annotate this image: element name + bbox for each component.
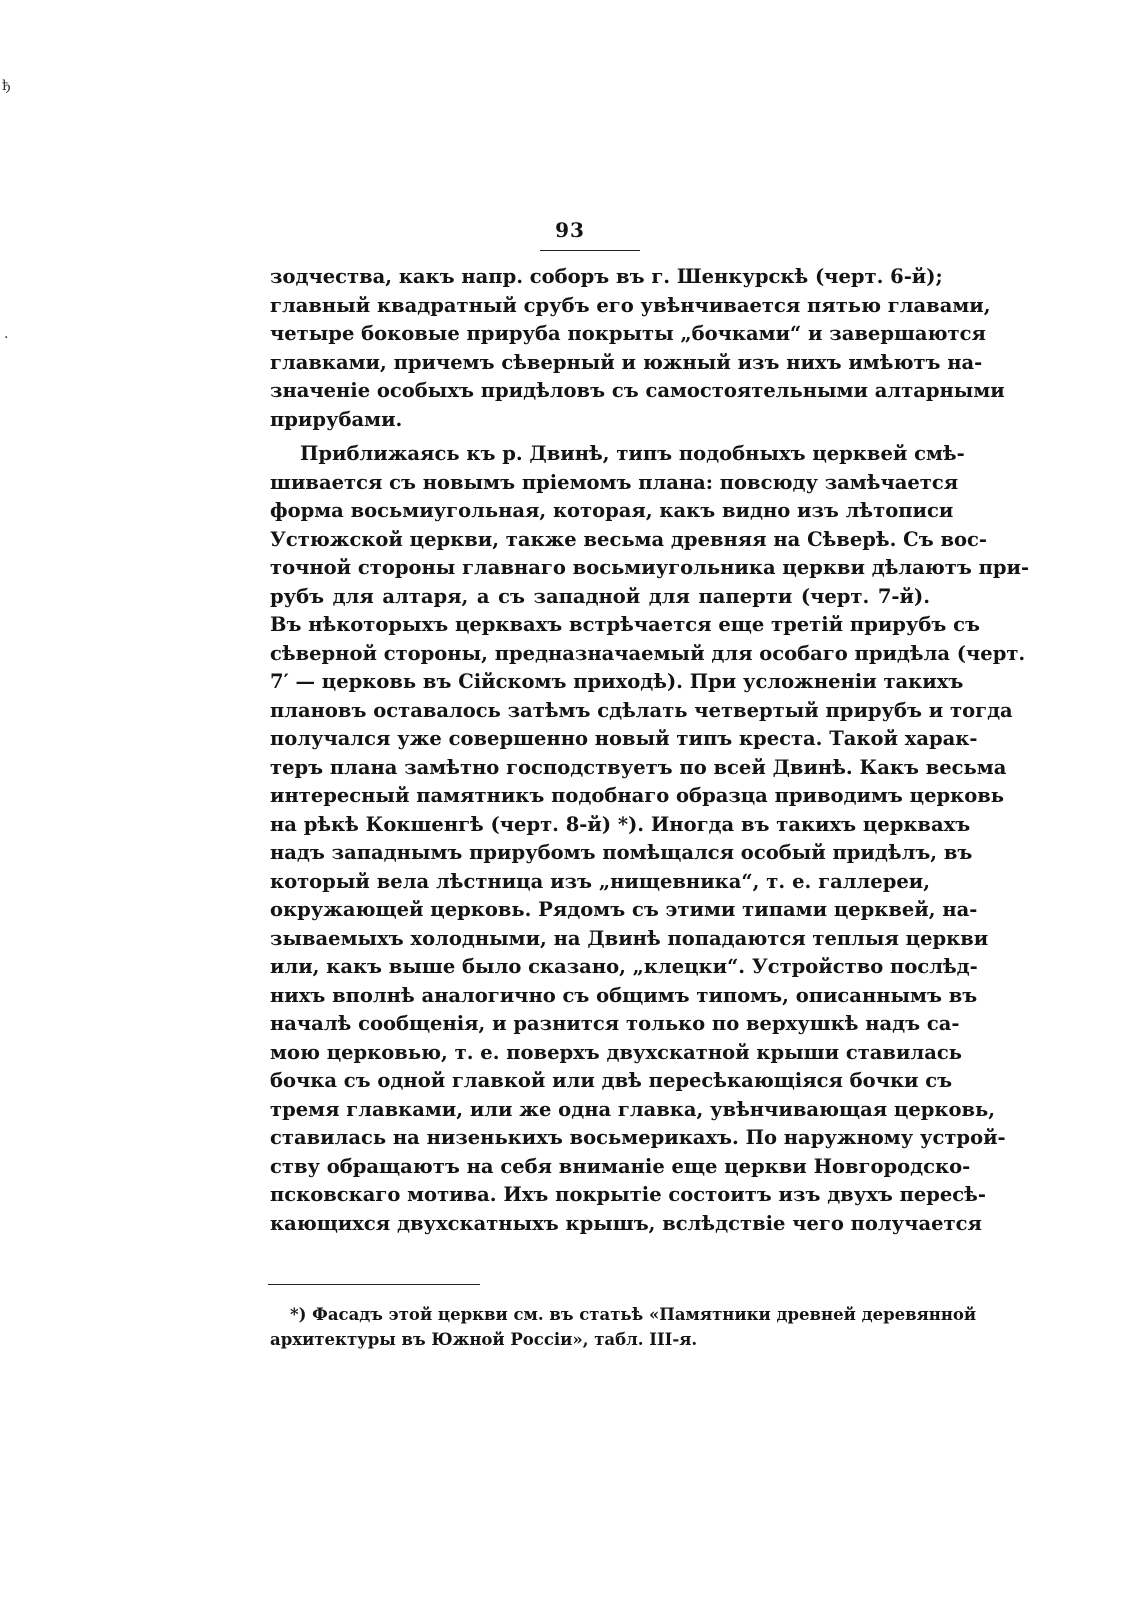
page-number: 93 bbox=[555, 218, 585, 242]
page-edge-mark: · bbox=[4, 330, 9, 346]
text-line: зываемыхъ холодными, на Двинѣ попадаются теплыя церкви bbox=[270, 926, 989, 950]
text-line: мою церковью, т. е. поверхъ двухскатной крыши ставилась bbox=[270, 1040, 962, 1064]
text-line: главный квадратный срубъ его увѣнчивается пятью главами, bbox=[270, 293, 991, 317]
text-line: началѣ сообщенія, и разнится только по верхушкѣ надъ са- bbox=[270, 1012, 960, 1035]
header-rule bbox=[540, 250, 640, 251]
text-line: плановъ оставалось затѣмъ сдѣлать четвертый прирубъ и тогда bbox=[270, 698, 1013, 722]
body-text bbox=[270, 263, 1030, 1238]
text-line: Устюжской церкви, также весьма древняя на Сѣверѣ. Съ вос- bbox=[270, 527, 987, 551]
text-line: на рѣкѣ Кокшенгѣ (черт. 8-й) *). Иногда въ такихъ церквахъ bbox=[270, 812, 971, 836]
text-line: или, какъ выше было сказано, „клецки“. Устройство послѣд- bbox=[270, 955, 978, 978]
text-line: ставилась на низенькихъ восьмерикахъ. По наружному устрой- bbox=[270, 1126, 1006, 1149]
text-line: тремя главками, или же одна главка, увѣнчивающая церковь, bbox=[270, 1097, 996, 1121]
text-line: четыре боковые прируба покрыты „бочками“ и завершаются bbox=[270, 322, 986, 345]
text-line: ству обращаютъ на себя вниманіе еще церкви Новгородско- bbox=[270, 1154, 971, 1178]
footnote-rule bbox=[268, 1284, 480, 1285]
page-edge-mark: ђ bbox=[2, 78, 11, 94]
text-line: точной стороны главнаго восьмиугольника церкви дѣлаютъ при- bbox=[270, 556, 1030, 579]
text-line: окружающей церковь. Рядомъ съ этими типами церквей, на- bbox=[270, 898, 978, 921]
text-line: главками, причемъ сѣверный и южный изъ нихъ имѣютъ на- bbox=[270, 350, 983, 374]
text-line: Приближаясь къ р. Двинѣ, типъ подобныхъ церквей смѣ- bbox=[300, 442, 965, 465]
text-line: прирубами. bbox=[270, 407, 403, 431]
text-line: зодчества, какъ напр. соборъ въ г. Шенкурскѣ (черт. 6-й); bbox=[270, 265, 943, 288]
text-line: рубъ для алтаря, а съ западной для паперти (черт. 7-й). bbox=[270, 584, 930, 608]
text-line: надъ западнымъ прирубомъ помѣщался особый придѣлъ, въ bbox=[270, 841, 973, 864]
text-line: интересный памятникъ подобнаго образца приводимъ церковь bbox=[270, 784, 1005, 807]
text-line: шивается съ новымъ пріемомъ плана: повсюду замѣчается bbox=[270, 470, 959, 494]
text-line: сѣверной стороны, предназначаемый для особаго придѣла (черт. bbox=[270, 641, 1026, 665]
footnote-line: архитектуры въ Южной Россіи», табл. III-я. bbox=[270, 1330, 698, 1349]
text-line: псковскаго мотива. Ихъ покрытіе состоитъ изъ двухъ пересѣ- bbox=[270, 1183, 986, 1206]
text-line: Въ нѣкоторыхъ церквахъ встрѣчается еще третій прирубъ съ bbox=[270, 613, 980, 636]
text-line: бочка съ одной главкой или двѣ пересѣкающіяся бочки съ bbox=[270, 1069, 953, 1092]
text-line: значеніе особыхъ придѣловъ съ самостоятельными алтарными bbox=[270, 379, 1005, 402]
text-line: форма восьмиугольная, которая, какъ видно изъ лѣтописи bbox=[270, 499, 954, 522]
footnote-line: *) Фасадъ этой церкви см. въ статьѣ «Памятники древней деревянной bbox=[290, 1305, 977, 1324]
text-line: кающихся двухскатныхъ крышъ, вслѣдствіе чего получается bbox=[270, 1211, 982, 1235]
text-line: нихъ вполнѣ аналогично съ общимъ типомъ, описаннымъ въ bbox=[270, 983, 978, 1007]
text-line: получался уже совершенно новый типъ креста. Такой харак- bbox=[270, 727, 978, 750]
footnote bbox=[270, 1302, 977, 1352]
text-line: теръ плана замѣтно господствуетъ по всей Двинѣ. Какъ весьма bbox=[270, 755, 1007, 779]
text-line: который вела лѣстница изъ „нищевника“, т. е. галлереи, bbox=[270, 869, 930, 893]
text-line: 7′ — церковь въ Сійскомъ приходѣ). При усложненіи такихъ bbox=[270, 670, 964, 693]
